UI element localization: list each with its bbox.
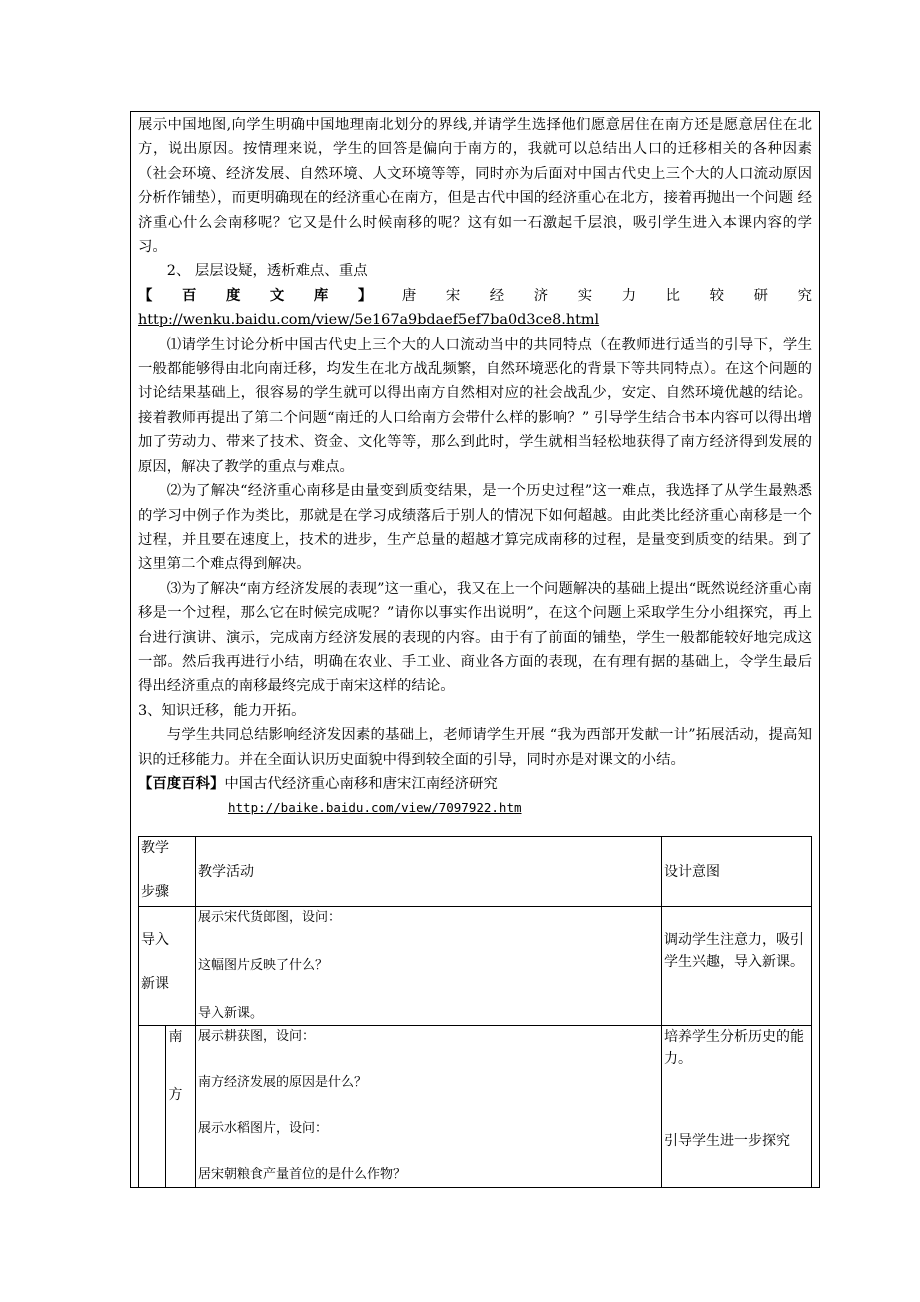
baidu-baike-label: 【百度百科】 [138, 774, 225, 792]
paragraph-3: ⑶为了解决“南方经济发展的表现”这一重心，我又在上一个问题解决的基础上提出“既然说经济重心南移是一个过程，那么它在时候完成呢？”请你以事实作出说明”，在这个问题上采取学生分小组探究，再上台进行演讲、演示，完成南方经济发展的表现的内容。由于有了前面的铺垫，学生一般都能较好地完成这一部。然后我再进行小结，明确在农业、手工业、商业各方面的表现，在有理有据的基础上，令学生最后得出经济重点的南移最终完成于南宋这样的结论。 [138, 580, 812, 695]
activity-line: 这幅图片反映了什么？ [198, 958, 329, 973]
baidu-wenku-label: 【百度文库】 [138, 286, 402, 304]
activity-line: 导入新课。 [198, 1006, 264, 1021]
baidu-baike-line [138, 772, 812, 796]
baidu-baike-title: 中国古代经济重心南移和唐宋江南经济研究 [224, 775, 498, 792]
baidu-baike-url-line [138, 796, 812, 820]
activity-cell-south [196, 1026, 662, 1188]
baidu-wenku-title: 唐宋经济实力比较研究 [401, 287, 812, 304]
section2-heading: 2、 层层设疑，透析难点、重点 [166, 263, 368, 280]
table-header-row [139, 837, 812, 907]
header-step-line1: 教学 [141, 840, 169, 856]
intro-step-line1: 导入 [141, 932, 169, 948]
lesson-body [138, 113, 812, 821]
header-activity-cell: 教学活动 [196, 837, 662, 907]
table-row [139, 1026, 812, 1188]
header-step-cell [139, 837, 196, 907]
header-intent-cell: 设计意图 [662, 837, 812, 907]
intent-text: 调动学生注意力，吸引学生兴趣，导入新课。 [664, 932, 804, 970]
activity-line: 南方经济发展的原因是什么？ [198, 1075, 368, 1090]
blank-cell [139, 1026, 166, 1188]
intent-cell-south [662, 1026, 812, 1188]
baidu-wenku-url[interactable]: http://wenku.baidu.com/view/5e167a9bdaef5ef7ba0d3ce8.html [138, 312, 600, 329]
section3-heading: 3、知识迁移，能力开拓。 [138, 702, 306, 719]
paragraph-4: 与学生共同总结影响经济发因素的基础上，老师请学生开展 “我为西部开发献一计”拓展活动，提高知识的迁移能力。并在全面认识历史面貌中得到较全面的引导，同时亦是对课文的小结。 [138, 727, 812, 768]
baidu-wenku-link-line [138, 284, 812, 333]
intro-step-line2: 新课 [141, 976, 169, 992]
lesson-plan-table [138, 836, 812, 1188]
intro-paragraph: 展示中国地图,向学生明确中国地理南北划分的界线,并请学生选择他们愿意居住在南方还是愿意居住在北方，说出原因。按情理来说，学生的回答是偏向于南方的，我就可以总结出人口的迁移相关的各种因素（社会环境、经济发展、自然环境、人文环境等等，同时亦为后面对中国古代史上三个大的人口流动原因分析作铺垫），而更明确现在的经济重心在南方，但是古代中国的经济重心在北方，接着再抛出一个问题 经济重心什么会南移呢？它又是什么时候南移的呢？这有如一石激起千层浪，吸引学生进入本课内容的学习。 [138, 117, 812, 256]
baidu-baike-url[interactable]: http://baike.baidu.com/view/7097922.htm [228, 800, 522, 816]
intent-text: 引导学生进一步探究 [664, 1133, 790, 1149]
header-step-line2: 步骤 [141, 884, 169, 900]
activity-line: 展示耕获图，设问： [198, 1029, 316, 1044]
paragraph-1: ⑴请学生讨论分析中国古代史上三个大的人口流动当中的共同特点（在教师进行适当的引导下，学生一般都能够得由北向南迁移，均发生在北方战乱频繁，自然环境恶化的背景下等共同特点）。在这个问题的讨论结果基础上，很容易的学生就可以得出南方自然相对应的社会战乱少，安定、自然环境优越的结论。接着教师再提出了第二个问题“南迁的人口给南方会带什么样的影响？” 引导学生结合书本内容可以得出增加了劳动力、带来了技术、资金、文化等等，那么到此时，学生就相当轻松地获得了南方经济得到发展的原因，解决了教学的重点与难点。 [138, 336, 812, 475]
paragraph-2: ⑵为了解决“经济重心南移是由量变到质变结果，是一个历史过程”这一难点，我选择了从学生最熟悉的学习中例子作为类比，那就是在学习成绩落后于别人的情况下如何超越。由此类比经济重心南移是一个过程，并且要在速度上，技术的进步，生产总量的超越才算完成南移的过程，是量变到质变的结果。到了这里第二个难点得到解决。 [138, 483, 812, 573]
south-char-2: 方 [168, 1087, 183, 1103]
intent-cell-intro [662, 907, 812, 1026]
activity-line: 展示宋代货郎图，设问： [198, 910, 342, 925]
step-cell-intro [139, 907, 196, 1026]
activity-line: 展示水稻图片，设问： [198, 1121, 329, 1136]
table-row [139, 907, 812, 1026]
activity-cell-intro [196, 907, 662, 1026]
south-char-1: 南 [168, 1029, 183, 1045]
intent-text: 培养学生分析历史的能力。 [664, 1029, 804, 1067]
activity-line: 居宋朝粮食产量首位的是什么作物？ [198, 1167, 407, 1182]
south-label-cell [166, 1026, 196, 1188]
